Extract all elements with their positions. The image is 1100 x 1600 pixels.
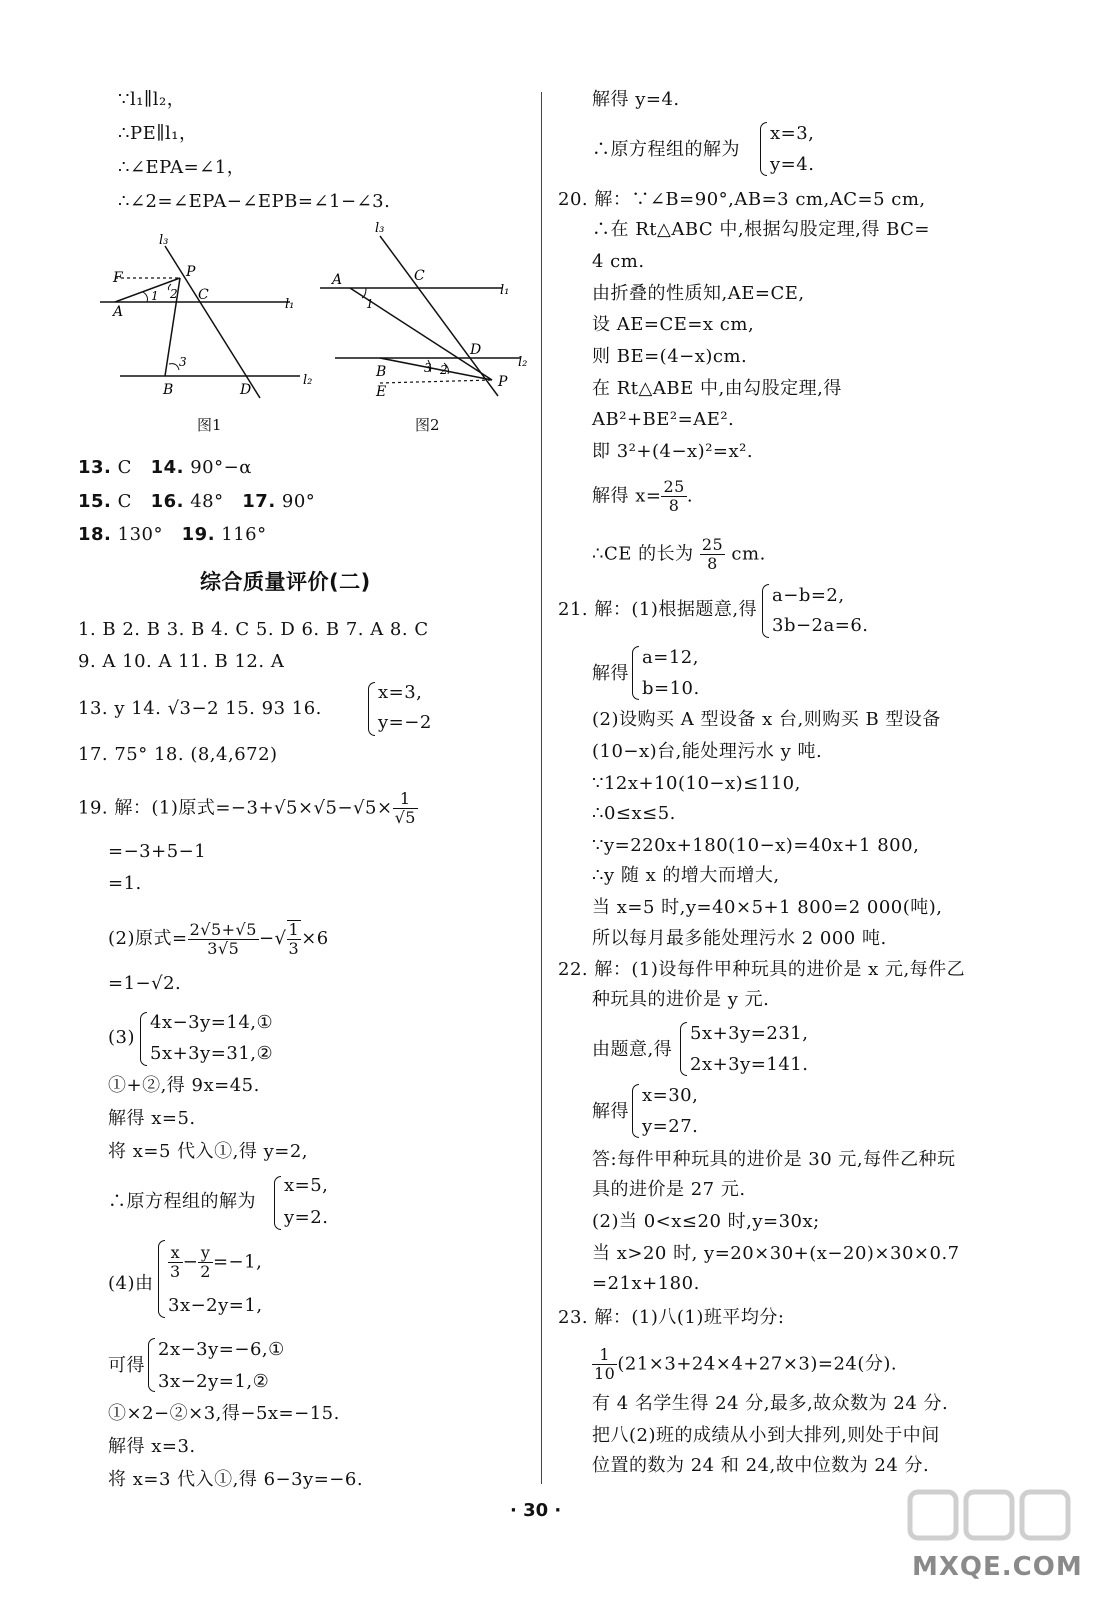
answer-line: ∴原方程组的解为 bbox=[592, 139, 740, 160]
q19-line: (3) bbox=[108, 1027, 135, 1048]
proof-line: ∴∠EPA=∠1， bbox=[118, 157, 246, 178]
brace bbox=[762, 584, 769, 638]
q23-line: 把八(2)班的成绩从小到大排列,则处于中间 bbox=[592, 1425, 940, 1446]
fig2-label: E bbox=[376, 384, 387, 400]
system-line: y=2. bbox=[284, 1207, 329, 1228]
brace bbox=[148, 1338, 155, 1392]
fig1-label: D bbox=[240, 382, 252, 398]
q23-line: 23. 解：(1)八(1)班平均分: bbox=[558, 1307, 785, 1328]
brace bbox=[760, 122, 767, 176]
answer-row: 15. C 16. 48° 17. 90° bbox=[78, 491, 316, 512]
q19-line: 19. 解：(1)原式=−3+√5×√5−√5× $\frac{1}{√5}$ bbox=[78, 789, 416, 827]
q23-line: $\frac{1}{10}$ (21×3+24×4+27×3)=24(分). bbox=[594, 1345, 898, 1383]
fig2-label: C bbox=[414, 268, 425, 284]
system-line: y=27. bbox=[642, 1116, 699, 1137]
fig1-label: P bbox=[186, 264, 196, 280]
system-line: 5x+3y=31,② bbox=[150, 1043, 274, 1064]
q21-line: (10−x)台,能处理污水 y 吨. bbox=[592, 741, 823, 762]
q22-line: (2)当 0<x≤20 时,y=30x; bbox=[592, 1211, 820, 1232]
q21-line: 所以每月最多能处理污水 2 000 吨. bbox=[592, 928, 887, 949]
fig2-caption: 图2 bbox=[415, 416, 440, 434]
q19-line: 可得 bbox=[108, 1355, 145, 1376]
q20-line: 在 Rt△ABE 中,由勾股定理,得 bbox=[592, 378, 842, 399]
fill-answers: 17. 75° 18. (8,4,672) bbox=[78, 744, 278, 765]
q21-line: 解得 bbox=[592, 663, 629, 684]
q19-line: =1. bbox=[108, 873, 142, 894]
q22-line: 当 x>20 时, y=20×30+(x−20)×30×0.7 bbox=[592, 1243, 960, 1264]
q19-line: ①+②,得 9x=45. bbox=[108, 1075, 260, 1096]
fig2-label: 2 bbox=[440, 363, 448, 377]
q19-line: (4)由 bbox=[108, 1273, 154, 1294]
q19-line: (2)原式= $\frac{2√5+√5}{3√5}$ −√ $\frac{1}{3}$ ×6 bbox=[108, 919, 329, 958]
system-line: x=5, bbox=[284, 1175, 329, 1196]
q21-line: ∴0≤x≤5. bbox=[592, 803, 676, 824]
q19-line: =−3+5−1 bbox=[108, 841, 207, 862]
fig1-label: 2 bbox=[170, 287, 178, 301]
fig1-label: l₃ bbox=[159, 233, 169, 248]
system-line: 4x−3y=14,① bbox=[150, 1012, 274, 1033]
fig1-label: C bbox=[198, 287, 209, 303]
section-title: 综合质量评价(二) bbox=[200, 570, 371, 594]
q19-line: 将 x=3 代入①,得 6−3y=−6. bbox=[108, 1469, 364, 1490]
q20-line: ∴CE 的长为 $\frac{25}{8}$ cm. bbox=[592, 535, 766, 573]
fig2-label: D bbox=[470, 342, 482, 358]
fig2-label: l₂ bbox=[518, 355, 528, 370]
fig1-label: l₂ bbox=[303, 373, 313, 388]
brace bbox=[274, 1176, 281, 1230]
q19-line: 将 x=5 代入①,得 y=2, bbox=[108, 1141, 308, 1162]
system-line: x=30, bbox=[642, 1085, 699, 1106]
q23-line: 位置的数为 24 和 24,故中位数为 24 分. bbox=[592, 1455, 930, 1476]
q21-line: ∵y=220x+180(10−x)=40x+1 800, bbox=[592, 835, 920, 856]
q20-line: 则 BE=(4−x)cm. bbox=[592, 346, 748, 367]
q20-line: 设 AE=CE=x cm, bbox=[592, 314, 755, 335]
q22-line: 具的进价是 27 元. bbox=[592, 1179, 746, 1200]
system-line: 2x−3y=−6,① bbox=[158, 1339, 285, 1360]
q20-line: AB²+BE²=AE². bbox=[592, 409, 735, 430]
system-line: x=3, bbox=[770, 123, 815, 144]
brace bbox=[368, 682, 375, 736]
q19-line: 解得 x=3. bbox=[108, 1436, 196, 1457]
brace bbox=[158, 1240, 165, 1318]
answer-row: 18. 130° 19. 116° bbox=[78, 524, 267, 545]
fig1-label: 3 bbox=[179, 355, 187, 369]
mc-answers: 1. B 2. B 3. B 4. C 5. D 6. B 7. A 8. C bbox=[78, 619, 429, 640]
fig1-label: A bbox=[113, 304, 124, 320]
fig2-label: B bbox=[376, 364, 387, 380]
proof-line: ∵l₁∥l₂， bbox=[118, 89, 186, 110]
q20-line: 即 3²+(4−x)²=x². bbox=[592, 441, 754, 462]
q20-line: 20. 解：∵∠B=90°,AB=3 cm,AC=5 cm, bbox=[558, 189, 926, 210]
q20-line: 由折叠的性质知,AE=CE, bbox=[592, 283, 805, 304]
q20-line: 4 cm. bbox=[592, 251, 645, 272]
proof-line: ∴∠2=∠EPA−∠EPB=∠1−∠3. bbox=[118, 191, 391, 212]
system-line: 3b−2a=6. bbox=[772, 615, 869, 636]
page-number: · 30 · bbox=[510, 1500, 562, 1521]
column-divider bbox=[541, 92, 542, 1484]
fig1-label: B bbox=[163, 382, 174, 398]
system-line: $\frac{x}{3}$ − $\frac{y}{2}$ =−1, bbox=[170, 1243, 263, 1281]
proof-line: ∴PE∥l₁， bbox=[118, 123, 198, 144]
brace bbox=[680, 1022, 687, 1076]
watermark-text: MXQE.COM bbox=[912, 1552, 1083, 1582]
figure-1 bbox=[95, 228, 325, 408]
system-line: a=12, bbox=[642, 647, 699, 668]
q22-line: 解得 bbox=[592, 1101, 629, 1122]
brace bbox=[632, 646, 639, 700]
fig2-label: P bbox=[498, 374, 508, 390]
fig2-label: 1 bbox=[366, 297, 374, 311]
q21-line: 21. 解：(1)根据题意,得 bbox=[558, 599, 758, 620]
fig1-label: 1 bbox=[151, 289, 159, 303]
q21-line: (2)设购买 A 型设备 x 台,则购买 B 型设备 bbox=[592, 709, 941, 730]
system-line: b=10. bbox=[642, 678, 700, 699]
q20-line: ∴在 Rt△ABC 中,根据勾股定理,得 BC= bbox=[592, 219, 930, 240]
q22-line: 答:每件甲种玩具的进价是 30 元,每件乙种玩 bbox=[592, 1149, 956, 1170]
system-line: 3x−2y=1,② bbox=[158, 1371, 270, 1392]
q21-line: ∵12x+10(10−x)≤110, bbox=[592, 773, 801, 794]
system-line: 5x+3y=231, bbox=[690, 1023, 809, 1044]
fig2-label: A bbox=[332, 272, 343, 288]
answer-row: 13. C 14. 90°−α bbox=[78, 457, 252, 478]
q19-line: ∴原方程组的解为 bbox=[108, 1191, 256, 1212]
system-line: y=−2 bbox=[378, 712, 432, 733]
q19-line: =1−√2. bbox=[108, 973, 182, 994]
fig2-label: 3 bbox=[424, 361, 432, 375]
fill-answers: 13. y 14. √3−2 15. 93 16. bbox=[78, 698, 322, 719]
system-line: a−b=2, bbox=[772, 585, 845, 606]
fig2-label: l₃ bbox=[375, 221, 385, 236]
answer-line: 解得 y=4. bbox=[592, 89, 680, 110]
q22-line: 由题意,得 bbox=[592, 1039, 673, 1060]
fig2-label: l₁ bbox=[500, 283, 510, 298]
system-line: y=4. bbox=[770, 154, 815, 175]
q21-line: 当 x=5 时,y=40×5+1 800=2 000(吨), bbox=[592, 897, 943, 918]
fig1-label: l₁ bbox=[285, 297, 295, 312]
figure-2 bbox=[320, 218, 540, 403]
q22-line: 22. 解：(1)设每件甲种玩具的进价是 x 元,每件乙 bbox=[558, 959, 966, 980]
brace bbox=[140, 1012, 147, 1066]
system-line: 3x−2y=1, bbox=[168, 1295, 263, 1316]
q23-line: 有 4 名学生得 24 分,最多,故众数为 24 分. bbox=[592, 1393, 949, 1414]
brace bbox=[632, 1084, 639, 1138]
system-line: 2x+3y=141. bbox=[690, 1054, 809, 1075]
q19-line: ①×2−②×3,得−5x=−15. bbox=[108, 1403, 340, 1424]
q21-line: ∴y 随 x 的增大而增大, bbox=[592, 865, 780, 886]
q22-line: =21x+180. bbox=[592, 1273, 700, 1294]
q19-line: 解得 x=5. bbox=[108, 1108, 196, 1129]
fig1-label: F bbox=[113, 270, 123, 286]
q20-line: 解得 x= $\frac{25}{8}$ . bbox=[592, 477, 694, 515]
mc-answers: 9. A 10. A 11. B 12. A bbox=[78, 651, 285, 672]
system-line: x=3, bbox=[378, 682, 423, 703]
fig1-caption: 图1 bbox=[197, 416, 222, 434]
q22-line: 种玩具的进价是 y 元. bbox=[592, 989, 770, 1010]
